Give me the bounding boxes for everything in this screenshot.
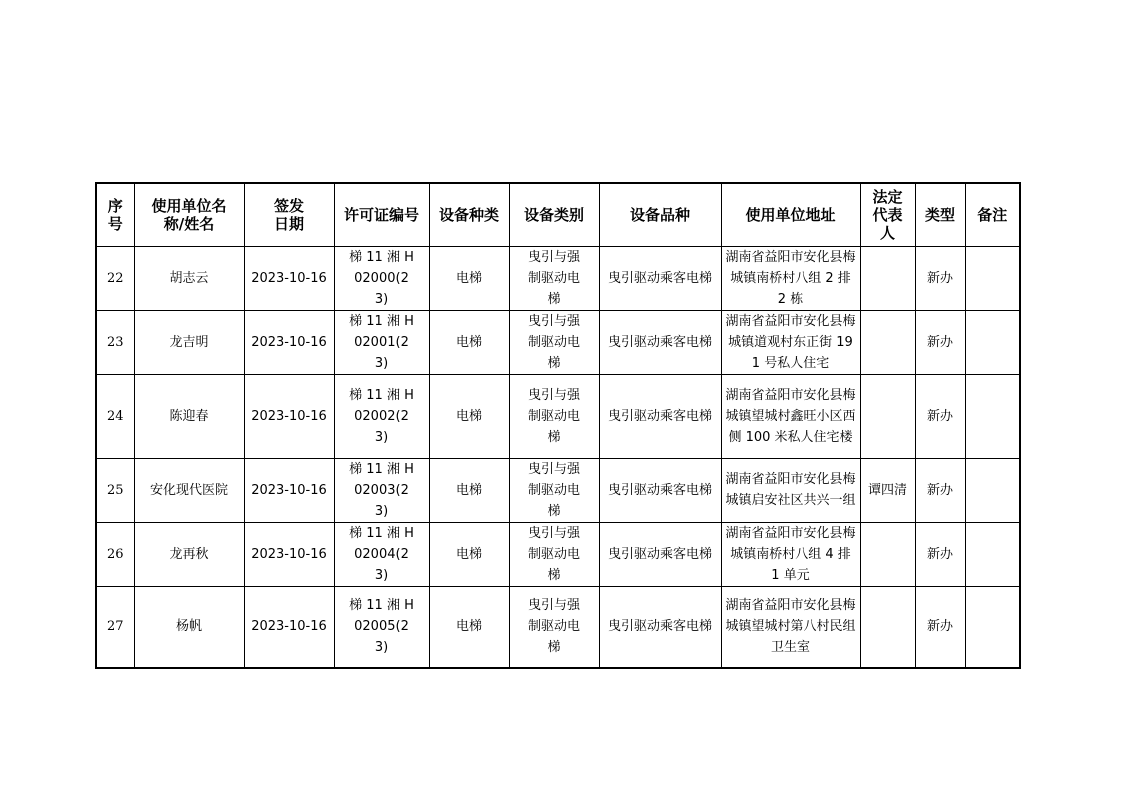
cell-kind: 电梯 [429,246,509,310]
cell-address: 湖南省益阳市安化县梅城镇南桥村八组 2 排 2 栋 [721,246,860,310]
cell-note [965,310,1020,374]
cell-type: 新办 [915,374,965,458]
col-header-variety: 设备品种 [599,183,721,246]
cell-kind: 电梯 [429,374,509,458]
cell-category: 曳引与强制驱动电梯 [509,586,599,668]
table-row [96,522,1020,586]
cell-permit: 梯 11 湘 H02000(23) [334,246,429,310]
cell-rep [860,374,915,458]
cell-category: 曳引与强制驱动电梯 [509,458,599,522]
col-header-rep: 法定代表人 [860,183,915,246]
col-header-type: 类型 [915,183,965,246]
cell-unit: 胡志云 [134,246,244,310]
col-header-address: 使用单位地址 [721,183,860,246]
col-header-seq: 序号 [96,183,134,246]
cell-permit: 梯 11 湘 H02001(23) [334,310,429,374]
cell-type: 新办 [915,522,965,586]
cell-permit: 梯 11 湘 H02004(23) [334,522,429,586]
cell-rep [860,522,915,586]
col-header-category: 设备类别 [509,183,599,246]
cell-rep [860,310,915,374]
table-row [96,374,1020,458]
cell-kind: 电梯 [429,458,509,522]
cell-category: 曳引与强制驱动电梯 [509,310,599,374]
cell-date: 2023-10-16 [244,522,334,586]
cell-date: 2023-10-16 [244,310,334,374]
cell-unit: 杨帆 [134,586,244,668]
cell-category: 曳引与强制驱动电梯 [509,374,599,458]
cell-note [965,522,1020,586]
cell-date: 2023-10-16 [244,458,334,522]
cell-address: 湖南省益阳市安化县梅城镇南桥村八组 4 排 1 单元 [721,522,860,586]
cell-seq: 27 [96,586,134,668]
table-row [96,310,1020,374]
cell-unit: 安化现代医院 [134,458,244,522]
permit-table [95,182,1021,669]
cell-permit: 梯 11 湘 H02005(23) [334,586,429,668]
cell-unit: 龙再秋 [134,522,244,586]
cell-address: 湖南省益阳市安化县梅城镇望城村鑫旺小区西侧 100 米私人住宅楼 [721,374,860,458]
cell-type: 新办 [915,586,965,668]
cell-category: 曳引与强制驱动电梯 [509,246,599,310]
table-row [96,246,1020,310]
cell-note [965,374,1020,458]
cell-address: 湖南省益阳市安化县梅城镇道观村东正街 191 号私人住宅 [721,310,860,374]
cell-note [965,586,1020,668]
cell-kind: 电梯 [429,586,509,668]
cell-date: 2023-10-16 [244,246,334,310]
cell-seq: 26 [96,522,134,586]
cell-unit: 陈迎春 [134,374,244,458]
cell-kind: 电梯 [429,310,509,374]
cell-variety: 曳引驱动乘客电梯 [599,586,721,668]
cell-seq: 25 [96,458,134,522]
cell-date: 2023-10-16 [244,374,334,458]
cell-date: 2023-10-16 [244,586,334,668]
cell-variety: 曳引驱动乘客电梯 [599,374,721,458]
cell-seq: 23 [96,310,134,374]
cell-category: 曳引与强制驱动电梯 [509,522,599,586]
table-row [96,458,1020,522]
col-header-unit: 使用单位名称/姓名 [134,183,244,246]
cell-address: 湖南省益阳市安化县梅城镇望城村第八村民组卫生室 [721,586,860,668]
cell-permit: 梯 11 湘 H02003(23) [334,458,429,522]
cell-seq: 24 [96,374,134,458]
cell-type: 新办 [915,458,965,522]
cell-rep: 谭四清 [860,458,915,522]
col-header-date: 签发日期 [244,183,334,246]
cell-variety: 曳引驱动乘客电梯 [599,522,721,586]
cell-variety: 曳引驱动乘客电梯 [599,458,721,522]
col-header-kind: 设备种类 [429,183,509,246]
cell-unit: 龙吉明 [134,310,244,374]
col-header-permit: 许可证编号 [334,183,429,246]
header-row [96,183,1020,246]
cell-type: 新办 [915,246,965,310]
cell-note [965,458,1020,522]
cell-type: 新办 [915,310,965,374]
cell-permit: 梯 11 湘 H02002(23) [334,374,429,458]
cell-variety: 曳引驱动乘客电梯 [599,246,721,310]
cell-variety: 曳引驱动乘客电梯 [599,310,721,374]
cell-note [965,246,1020,310]
col-header-note: 备注 [965,183,1020,246]
cell-rep [860,586,915,668]
table-row [96,586,1020,668]
cell-kind: 电梯 [429,522,509,586]
cell-address: 湖南省益阳市安化县梅城镇启安社区共兴一组 [721,458,860,522]
cell-rep [860,246,915,310]
cell-seq: 22 [96,246,134,310]
